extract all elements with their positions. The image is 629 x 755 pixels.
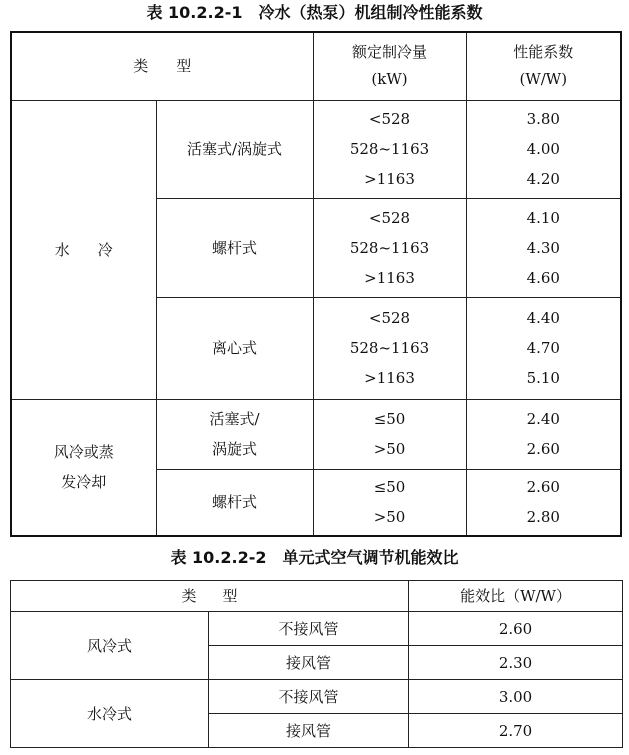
header-type: 类型 — [11, 581, 409, 612]
capacity-cell: <528 528~1163 >1163 — [313, 297, 466, 399]
eer-value-cell: 3.00 — [409, 680, 623, 714]
subtype-cell: 螺杆式 — [156, 469, 313, 536]
eer-value-cell: 2.70 — [409, 714, 623, 748]
capacity-cell: <528 528~1163 >1163 — [313, 198, 466, 297]
table2-header-row — [11, 581, 623, 612]
duct-cell: 接风管 — [209, 714, 409, 748]
eer-value-cell: 2.60 — [409, 612, 623, 646]
table-row — [11, 612, 623, 646]
table-row — [11, 680, 623, 714]
subtype-cell: 螺杆式 — [156, 198, 313, 297]
subtype-cell: 离心式 — [156, 297, 313, 399]
capacity-cell: ≤50 >50 — [313, 399, 466, 469]
header-eer: 能效比（W/W） — [409, 581, 623, 612]
category-air-evaporative-cooled: 风冷或蒸 发冷却 — [11, 399, 156, 536]
cop-value-cell: 2.60 2.80 — [466, 469, 621, 536]
duct-cell: 接风管 — [209, 646, 409, 680]
capacity-cell: ≤50 >50 — [313, 469, 466, 536]
header-capacity: 额定制冷量 (kW) — [313, 32, 466, 100]
cop-value-cell: 3.80 4.00 4.20 — [466, 100, 621, 198]
duct-cell: 不接风管 — [209, 612, 409, 646]
category-water-cooled: 水冷式 — [11, 680, 209, 748]
cop-value-cell: 2.40 2.60 — [466, 399, 621, 469]
header-type: 类型 — [11, 32, 313, 100]
eer-table — [10, 580, 623, 748]
category-air-cooled: 风冷式 — [11, 612, 209, 680]
header-cop: 性能系数 (W/W) — [466, 32, 621, 100]
eer-value-cell: 2.30 — [409, 646, 623, 680]
table1-header-row — [11, 32, 621, 100]
table-row — [11, 399, 621, 469]
cop-table — [10, 31, 622, 537]
cop-value-cell: 4.10 4.30 4.60 — [466, 198, 621, 297]
duct-cell: 不接风管 — [209, 680, 409, 714]
capacity-cell: <528 528~1163 >1163 — [313, 100, 466, 198]
subtype-cell: 活塞式/涡旋式 — [156, 100, 313, 198]
table2-caption: 表 10.2.2-2 单元式空气调节机能效比 — [170, 548, 459, 567]
cop-value-cell: 4.40 4.70 5.10 — [466, 297, 621, 399]
table1-caption: 表 10.2.2-1 冷水（热泵）机组制冷性能系数 — [146, 3, 483, 22]
table-row — [11, 100, 621, 198]
subtype-cell: 活塞式/ 涡旋式 — [156, 399, 313, 469]
category-water-cooled: 水冷 — [11, 100, 156, 399]
